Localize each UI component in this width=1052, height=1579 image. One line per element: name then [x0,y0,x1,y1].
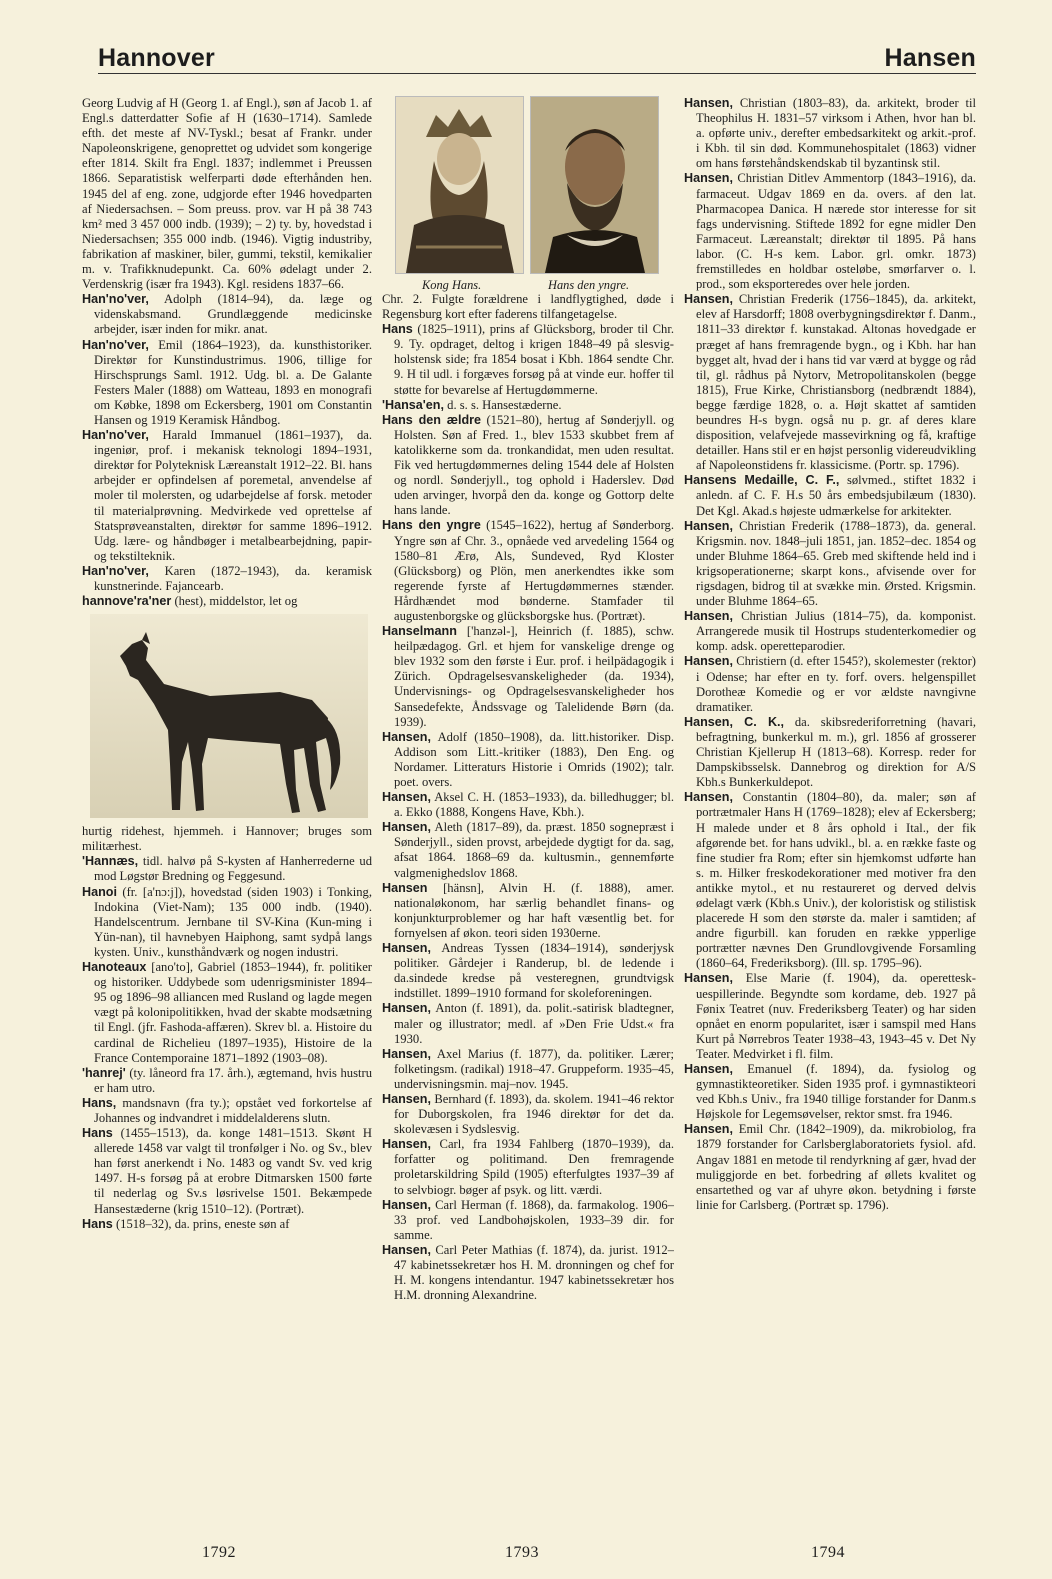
dictionary-entry: Hansen, Constantin (1804–80), da. maler; søn af portrætmaler Hans H (1769–1828); elev af Eckersberg; H malede under et 8 års ophold i Ital., der fik afgørende bet. for hans udvikl., bl. a. en række faste og fine studier fra Rom; efter sin hjemkomst udførte han s. m. Hilker freskodekorationer med motiver fra den antikke mytol., et nu restaureret og derved delvis ødelagt værk (Kbh.s Univ.), der koloristisk og stilistisk placerede H som den største da. maler i samtiden; af andre figurbill. kan foruden en række ypperlige portrætter nævnes Den Grundlovgivende Forsamling (1860–64, Frederiksborg). (Ill. sp. 1795–96). [684,790,976,971]
dictionary-entry: Hansen, Else Marie (f. 1904), da. operetteskuespillerinde. Begyndte som kordame, deb. 1927 på Fønix Teatret (nuv. Frederiksberg Teater) og har siden opnået en enorm popularitet, især i samspil med Hans Kurt på Nørrebros Teater 1938–43, 1943–45 v. Det Ny Teater. Medvirket i fl. film. [684,971,976,1061]
dictionary-entry: Hansen, Carl, fra 1934 Fahlberg (1870–1939), da. forfatter og politimand. Den fremragende proletarskildring Spild (1905) efterfulgtes 1937–39 af to selvbiogr. bøger af psyk. og litt. værdi. [382,1137,674,1197]
dictionary-entry: Han'no'ver, Emil (1864–1923), da. kunsthistoriker. Direktør for Kunstindustrimus. 1906, tillige for Hirschsprungs Saml. 1912. Udg. bl. a. De Galante Festers Maler (1888) om Watteau, 1893 en monografi om Købke, 1898 om Eckersberg, 1901 om Constantin Hansen og 1919 Keramisk Håndbog. [82,337,372,427]
dictionary-entry: 'hanrej' (ty. låneord fra 17. årh.), ægtemand, hvis hustru er ham utro. [82,1065,372,1095]
dictionary-entry: Hansen, Emil Chr. (1842–1909), da. mikrobiolog, fra 1879 forstander for Carlsberglaboratoriets fysiol. afd. Angav 1881 en metode til rendyrkning af gær, hvad der muliggjorde en bet. forbedring af øllets kvalitet og ensartethed og var af uhyre økon. betydning i første linie for Carlsberg. (Portræt sp. 1796). [684,1122,976,1212]
page-number: 1794 [811,1544,845,1561]
dictionary-entry: Hansen, Emanuel (f. 1894), da. fysiolog og gymnastikteoretiker. Siden 1935 prof. i gymnastikteori ved Kbh.s Univ., fra 1940 tillige forstander for Danm.s Højskole for Legemsøvelser, rektor smst. fra 1946. [684,1062,976,1122]
dictionary-entry: Hans (1825–1911), prins af Glücksborg, broder til Chr. 9. Ty. opdraget, deltog i krigen 1848–49 på slesvig-holstensk side; fra 1854 bosat i Kbh. 1864 sendte Chr. 9. H til udl. i forgæves forsøg på at vinde eur. hoffer til støtte for bevarelse af Hertugdømmerne. [382,322,674,397]
page-number: 1792 [202,1544,236,1561]
dictionary-entry: Hansen, Carl Herman (f. 1868), da. farmakolog. 1906–33 prof. ved Landbohøjskolen, 1933–39 dir. for samme. [382,1197,674,1242]
dictionary-entry: Hans den yngre (1545–1622), hertug af Sønderborg. Yngre søn af Chr. 3., opnåede ved arvedeling 1564 og 1580–81 Ærø, Als, Sundeved, Ryd Kloster (Glücksborg) og Plön, men anerkendtes ikke som regerende fyrste af Hertugdømmernes stænder. Hårdhændet mod bønderne. Stamfader til augustenborgske og glücksborgske hus. (Portræt). [382,518,674,623]
dictionary-entry: Hansen, Bernhard (f. 1893), da. skolem. 1941–46 rektor for Duborgskolen, fra 1946 direktør for det da. skolevæsen i Sydslesvig. [382,1091,674,1137]
dictionary-entry: Hansens Medaille, C. F., sølvmed., stiftet 1832 i anledn. af C. F. H.s 50 års embedsjubilæum (1830). Det Kgl. Akad.s højeste udmærkelse for arkitekter. [684,473,976,518]
dictionary-entry: Hansen, Aleth (1817–89), da. præst. 1850 sognepræst i Sønderjyll., siden provst, arbejdede dygtigt for da. sag, afsat 1864. 1868–69 da. kultusmin., gennemførte valgmenighedslov 1868. [382,820,674,880]
caption-hans-den-yngre: Hans den yngre. [548,278,630,292]
dictionary-entry: Hansen, Carl Peter Mathias (f. 1874), da. jurist. 1912–47 kabinetssekretær hos H. M. dronningen og chef for H. M. kongens intendantur. 1947 kabinetssekretær hos H.M. dronning Alexandrine. [382,1242,674,1303]
portrait-kong-hans [395,96,524,274]
column-3 [684,96,976,1520]
dictionary-entry: Hansen, Adolf (1850–1908), da. litt.historiker. Disp. Addison som Litt.-kritiker (1883), Den Eng. og Nordamer. Litteraturs Historie i Omrids (1902); talr. poet. overs. [382,729,674,789]
dictionary-entry: Han'no'ver, Karen (1872–1943), da. keramisk kunstnerinde. Fajancearb. [82,563,372,593]
header-rule [98,73,976,74]
left-headword: Hannover [98,44,215,72]
dictionary-entry: Hansen, Christian Frederik (1756–1845), da. arkitekt, elev af Harsdorff; 1808 overbygningsdirektør f. Danm., 1811–33 direktør f. kunstakad. Altonas hovedgade er præget af hans fremragende bygn., og i Kbh. har han bygget alt, hvad der i hans tid var værd at bygge og råd til, gl. rådhus på Nytorv, Metropolitanskolen (begge 1815), Frue Kirke, Christiansborg (nedbrændt 1884), begge færdige 1828, o. a. Højt skattet af samtiden beundres H-s bygn. også nu p. gr. af deres klare disposition, velafvejede massevirkning og få, kraftige detailler. Hans stil er en højst personlig videreudvikling af Napoleonstidens fr. klassicisme. (Portr. sp. 1796). [684,292,976,473]
dictionary-entry: 'Hansa'en, d. s. s. Hansestæderne. [382,397,562,412]
dictionary-entry: Hansen, Christian Frederik (1788–1873), da. general. Krigsmin. nov. 1848–juli 1851, jan. 1852–dec. 1854 og under Bluhme 1864–65. Greb med skiftende held ind i krigsoperationerne; skarpt kons., afvisende over for rigsdagen, bidrog til at svække min. Ørsted. Krigsmin. under Bluhme 1864–65. [684,518,976,609]
dictionary-entry: Hansen [hänsn], Alvin H. (f. 1888), amer. nationaløkonom, har særlig behandlet finans- og konjunkturproblemer og har haft væsentlig bet. for fornyelsen af økon. teori siden 1930erne. [382,880,674,940]
page-header [0,0,1052,80]
horse-photo [90,614,368,818]
dictionary-entry: Hansen, C. K., da. skibsrederiforretning (havari, befragtning, bunkerkul m. m.), grl. 1856 af grosserer Christian Kjellerup H (1813–68). Korresp. reder for Dampskibsselsk. Dannebrog og direktion for A/S Kbh.s Bunkerkuldepot. [684,714,976,790]
dictionary-entry: Georg Ludvig af H (Georg 1. af Engl.), søn af Jacob 1. af Engl.s datterdatter Sofie af H (1630–1714). Samlede efth. det meste af NV-Tyskl.; besat af Frankr. under Napoleonskrigene, genoprettet og udvidet som kongerige efter 1814. Skilt fra Engl. 1837; indlemmet i Preussen 1866. Separatistisk welferparti døde efterhånden hen. 1945 del af eng. zone, udgjorde efter 1946 hovedparten af Niedersachsen. – Som preuss. prov. var H på 38 743 km² med 3 457 000 indb. (1939); – 2) ty. by, hovedstad i Niedersachsen; 355 000 indb. (1946). Vigtig industriby, fabrikation af maskiner, biler, gummi, tekstil, kemikalier m. v. Trafikknudepunkt. Ca. 60% ødelagt under 2. Verdenskrig (især fra 1943). Kgl. residens 1837–66. [82,96,372,292]
right-headword: Hansen [884,44,976,72]
dictionary-entry: Hans den ældre (1521–80), hertug af Sønderjyll. og Holsten. Søn af Fred. 1., blev 1533 skubbet frem af katolikkerne som da. tronkandidat, men uden resultat. Fik ved hertugdømmernes deling 1544 dele af Holsten og nordl. Sønderjyll., tog ophold i Haderslev. Død uden arvinger, hvorpå den da. konge og Gottorp delte hans lande. [382,412,674,518]
dictionary-entry: Hansen, Andreas Tyssen (1834–1914), sønderjysk politiker. Gårdejer i Randerup, bl. de ledende i da.sindede kredse på vesteregnen, grundtvigsk indstillet. 1899–1910 formand for skoleforeningen. [382,941,674,1001]
dictionary-entry: Han'no'ver, Harald Immanuel (1861–1937), da. ingeniør, prof. i mekanisk teknologi 1894–1931, direktør for Polyteknisk Læreanstalt 1912–22. Bl. hans arbejder er opfindelsen af poremetal, anvendelse af moler til molersten, og udarbejdelse af forsk. metoder til materialprøvning. Medvirkede ved oprettelse af Statsprøveanstalten, direktør for samme 1896–1912. Udg. lære- og håndbøger i metalbearbejdning, papir- og tekstilteknik. [82,428,372,563]
dictionary-entry: hannove'ra'ner (hest), middelstor, let og [82,594,298,609]
dictionary-entry: Hans (1518–32), da. prins, eneste søn af [82,1216,290,1231]
dictionary-entry: Han'no'ver, Adolph (1814–94), da. læge og videnskabsmand. Grundlæggende medicinske arbejder, især inden for mikr. anat. [82,292,372,337]
column-1 [82,96,372,1520]
portrait-hans-den-yngre [530,96,659,274]
dictionary-entry: Hans, mandsnavn (fra ty.); opstået ved forkortelse af Johannes og indvandret i middelalderens slutn. [82,1095,372,1125]
dictionary-entry: Hansen, Axel Marius (f. 1877), da. politiker. Lærer; folketingsm. (radikal) 1918–47. Gruppeform. 1935–45, undervisningsmin. maj–nov. 1945. [382,1046,674,1091]
column-2 [382,96,674,1520]
page-number: 1793 [505,1544,539,1561]
dictionary-entry: 'Hannæs, tidl. halvø på S-kysten af Hanherrederne ud mod Løgstør Bredning og Feggesund. [82,854,372,884]
dictionary-entry: Hansen, Christian Julius (1814–75), da. komponist. Arrangerede musik til Hostrups studenterkomedier og komp. adsk. operetteparodier. [684,609,976,654]
dictionary-entry: Hansen, Christian (1803–83), da. arkitekt, broder til Theophilus H. 1831–57 virksom i Athen, hvor han bl. a. opførte univ., derefter embedsarkitekt og arkit.-prof. i Kbh. til sin død. Kommunehospitalet (1863) vidner om hans førstehåndskendskab til byzantinsk stil. [684,96,976,171]
dictionary-entry: Hanoi (fr. [a'nɔ:j]), hovedstad (siden 1903) i Tonking, Indokina (Viet-Nam); 135 000 indb. (1940). Handelscentrum. Jernbane til SV-Kina (Kun-ming i Yün-nan), til havnebyen Haiphong, samt sydpå langs kysten. Univ., kunsthåndværk og nogen industri. [82,884,372,959]
dictionary-entry: Hans (1455–1513), da. konge 1481–1513. Skønt H allerede 1458 var valgt til tronfølger i No. og Sv., blev han først anerkendt i No. 1483 og vandt Sv. ved krig 1497. H-s forsøg på at erobre Ditmarsken 1500 førte til nederlag og Sv.s løsrivelse 1501. Bekæmpede Hansestæderne (krig 1510–12). (Portræt). [82,1126,372,1216]
dictionary-entry: Hansen, Christiern (d. efter 1545?), skolemester (rektor) i Odense; har efter en ty. forf. overs. helgenspillet Dorotheæ Komedie og er vor ældste navngivne dramatiker. [684,654,976,714]
caption-kong-hans: Kong Hans. [422,278,482,292]
dictionary-entry: Hansen, Aksel C. H. (1853–1933), da. billedhugger; bl. a. Ekko (1888, Kongens Have, Kbh.). [382,790,674,820]
horse-illustration [90,614,368,818]
portrait-figure [382,96,674,292]
dictionary-entry: Hanoteaux [ano'to], Gabriel (1853–1944), fr. politiker og historiker. Uddybede som udenrigsminister 1894–95 og 1896–98 alliancen med Rusland og lagde megen vægt på kolonipolitikken, hvad der skabte modsætning til Engl. (jfr. Fashoda-affæren). Skrev bl. a. Histoire du cardinal de Richelieu (1897–1935), Histoire de la France Contemporaine 1871–1892 (1903–08). [82,960,372,1065]
dictionary-entry: Hanselmann ['hanzəl-], Heinrich (f. 1885), schw. heilpædagog. Grl. et hjem for vanskelige drenge og blev 1932 som den første i Eur. prof. i heilpädagogik i Zürich. Opdragelsesvanskeligheder (da. 1934), Undervisnings- og Opdragelsesvanskeligheder hos Sansedefekte, Åndssvage og Talelidende Børn (da. 1939). [382,624,674,729]
dictionary-entry: Hansen, Anton (f. 1891), da. polit.-satirisk bladtegner, maler og illustrator; medl. af »Den Frie Udst.« fra 1930. [382,1001,674,1046]
dictionary-entry: Hansen, Christian Ditlev Ammentorp (1843–1916), da. farmaceut. Udgav 1869 en da. overs. af den lat. Pharmacopea Danica. H nærede stor interesse for sit fags undervisning. Stiftede 1892 for egne midler Den Farmaceut. Læreanstalt; direktør til 1895. På hans labor. (C. H-s kem. Labor. grl. omkr. 1873) fremstilledes en holdbar osteløbe, smørfarver o. l. prod., som eksporteredes over hele jorden. [684,171,976,292]
dictionary-entry: Chr. 2. Fulgte forældrene i landflygtighed, døde i Regensburg kort efter faderens tilfangetagelse. [382,292,674,322]
dictionary-entry: hurtig ridehest, hjemmeh. i Hannover; bruges som militærhest. [82,824,372,854]
